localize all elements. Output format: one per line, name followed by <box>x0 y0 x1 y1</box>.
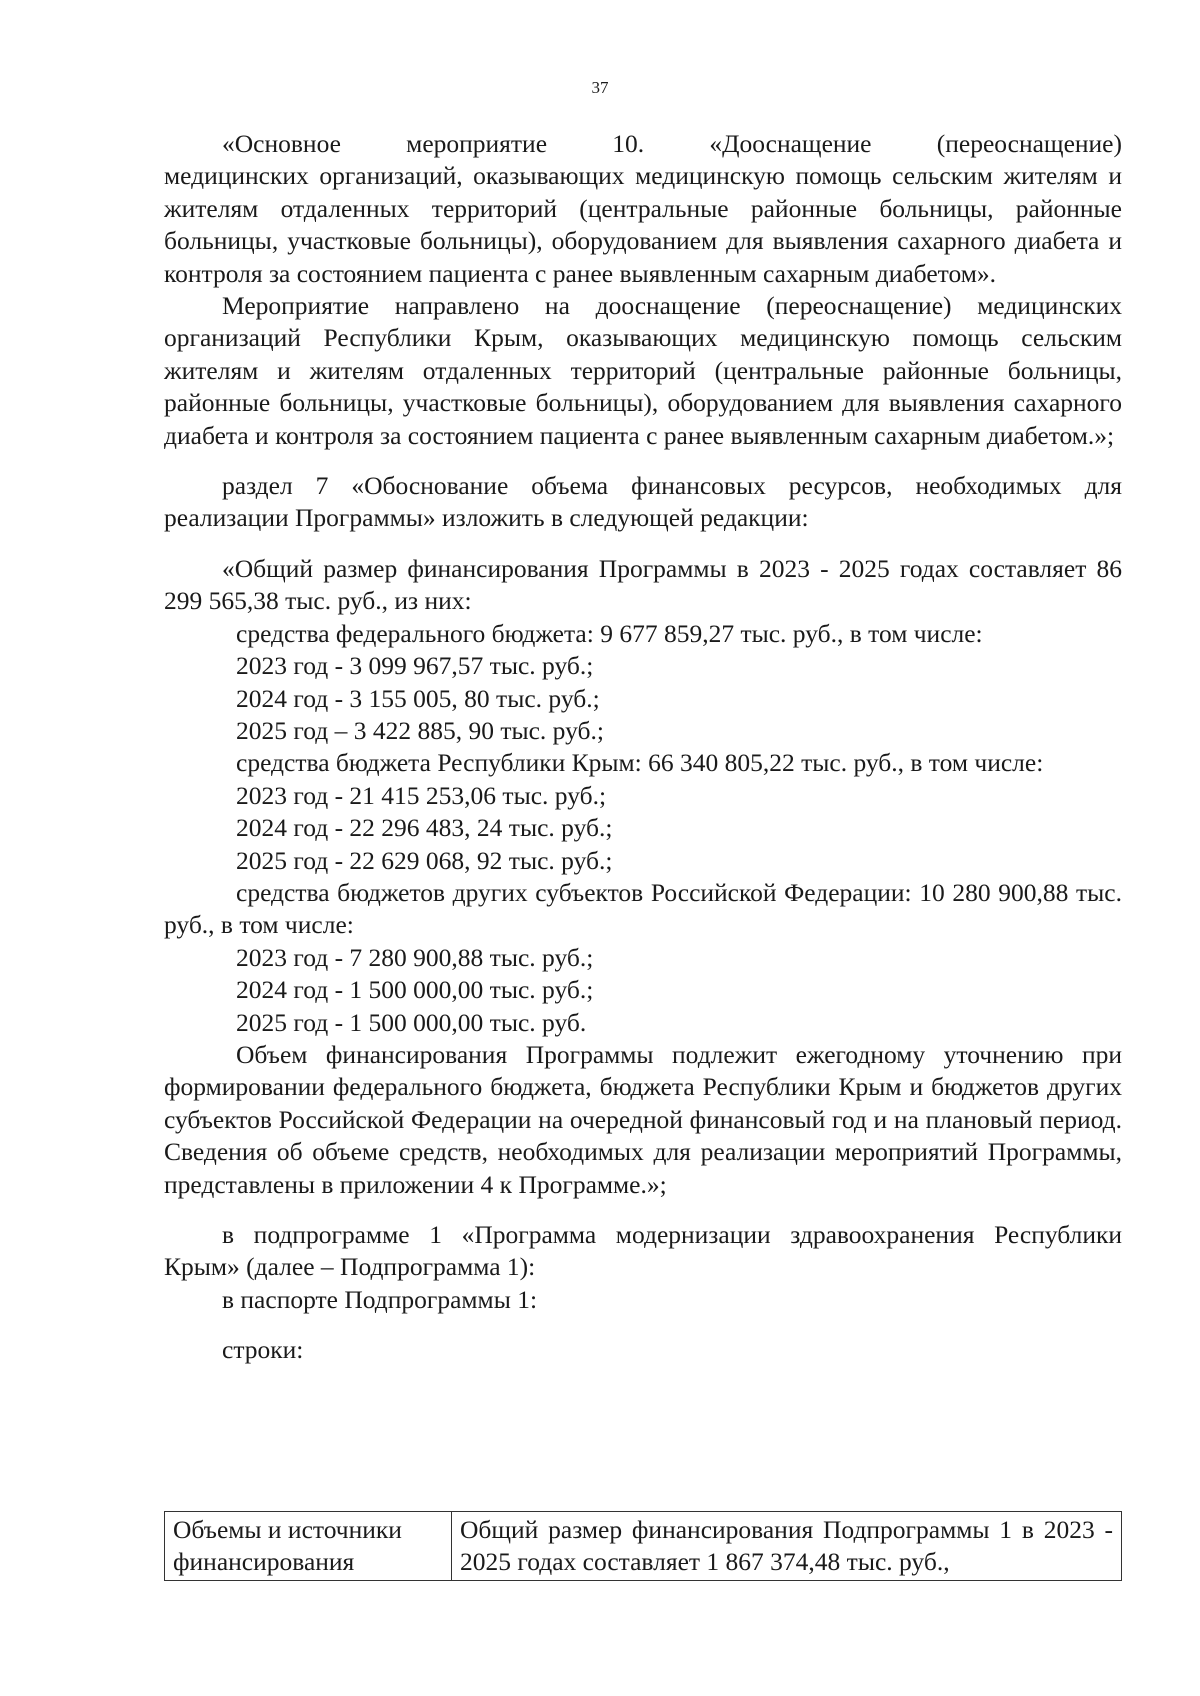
passport-table <box>164 1511 1122 1581</box>
federal-year-2024: 2024 год - 3 155 005, 80 тыс. руб.; <box>236 683 600 713</box>
republic-year-2024: 2024 год - 22 296 483, 24 тыс. руб.; <box>236 813 613 843</box>
other-year-2023: 2023 год - 7 280 900,88 тыс. руб.; <box>236 942 594 972</box>
federal-year-2025: 2025 год – 3 422 885, 90 тыс. руб.; <box>236 715 604 745</box>
page-content <box>164 128 1122 1367</box>
section7-intro: раздел 7 «Обоснование объема финансовых ресурсов, необходимых для реализации Программы» изложить в следующей редакции: <box>164 471 1122 533</box>
measure10-heading-rest: медицинских организаций, оказывающих медицинскую помощь сельским жителям и жителям отдаленных территорий (центральные районные больницы, районные больницы, участковые больницы), оборудованием для выявления сахарного диабета и контроля за состоянием пациента с ранее выявленным сахарным диабетом». <box>164 161 1122 288</box>
page-number: 37 <box>591 78 609 97</box>
other-year-2025: 2025 год - 1 500 000,00 тыс. руб. <box>236 1007 587 1037</box>
section7-total: «Общий размер финансирования Программы в 2023 - 2025 годах составляет 86 299 565,38 тыс. руб., из них: <box>164 553 1122 616</box>
measure10-heading-line1: «Основное мероприятие 10. «Дооснащение (переоснащение) <box>222 129 1122 158</box>
subprogram-intro: в подпрограмме 1 «Программа модернизации здравоохранения Республики Крым» (далее – Подпрограмма 1): <box>164 1220 1122 1282</box>
other-budgets-line: средства бюджетов других субъектов Российской Федерации: 10 280 900,88 тыс. руб., в том числе: <box>164 877 1122 940</box>
table-cell-value: Общий размер финансирования Подпрограммы 1 в 2023 - 2025 годах составляет 1 867 374,48 тыс. руб., <box>452 1512 1122 1581</box>
federal-year-2023: 2023 год - 3 099 967,57 тыс. руб.; <box>236 651 594 681</box>
table-row <box>165 1512 1122 1581</box>
republic-budget-line: средства бюджета Республики Крым: 66 340 805,22 тыс. руб., в том числе: <box>236 748 1044 778</box>
republic-year-2025: 2025 год - 22 629 068, 92 тыс. руб.; <box>236 845 613 875</box>
section7-closing: Объем финансирования Программы подлежит ежегодному уточнению при формировании федерального бюджета, бюджета Республики Крым и бюджетов других субъектов Российской Федерации на очередной финансовый год и на плановый период. Сведения об объеме средств, необходимых для реализации мероприятий Программы, представлены в приложении 4 к Программе.»; <box>164 1039 1122 1199</box>
measure10-body: Мероприятие направлено на дооснащение (переоснащение) медицинских организаций Республики Крым, оказывающих медицинскую помощь сельским жителям и жителям отдаленных территорий (центральные районные больницы, районные больницы, участковые больницы), оборудованием для выявления сахарного диабета и контроля за состоянием пациента с ранее выявленным сахарным диабетом.»; <box>164 291 1122 450</box>
republic-year-2023: 2023 год - 21 415 253,06 тыс. руб.; <box>236 780 607 810</box>
table-cell-label: Объемы и источники финансирования <box>165 1512 452 1581</box>
other-year-2024: 2024 год - 1 500 000,00 тыс. руб.; <box>236 975 594 1005</box>
federal-budget-line: средства федерального бюджета: 9 677 859,27 тыс. руб., в том числе: <box>236 618 983 648</box>
subprogram-passport: в паспорте Подпрограммы 1: <box>222 1284 538 1314</box>
subprogram-rows-label: строки: <box>222 1335 304 1365</box>
